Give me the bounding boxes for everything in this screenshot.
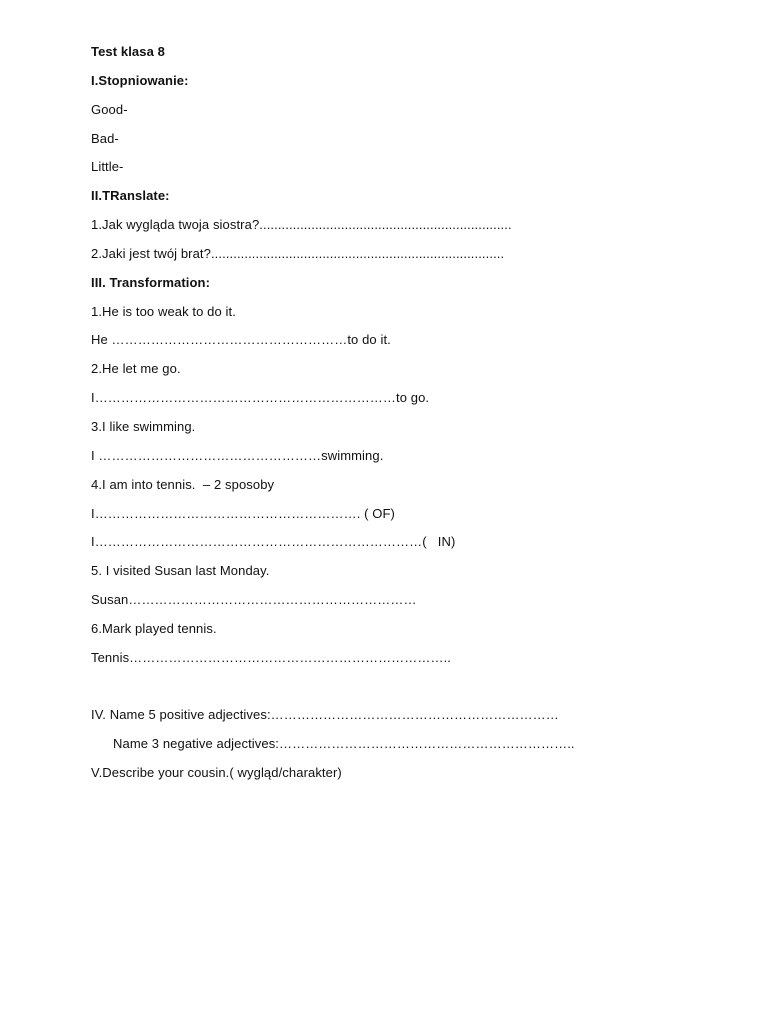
exercise-line: 6.Mark played tennis.: [91, 620, 217, 636]
exercise-line: 3.I like swimming.: [91, 418, 196, 434]
exercise-line: Bad-: [91, 130, 119, 146]
exercise-line: 5. I visited Susan last Monday.: [91, 563, 270, 579]
exercise-line: Good-: [91, 101, 128, 117]
exercise-line: IV. Name 5 positive adjectives:…………………………………………………………: [91, 707, 559, 723]
answer-line: Tennis………………………………………………………………..: [91, 649, 452, 665]
section-heading: III. Transformation:: [91, 274, 211, 290]
answer-line: I……………………………………………………. ( OF): [91, 505, 395, 521]
section-heading: I.Stopniowanie:: [91, 72, 189, 88]
exercise-line: 2.Jaki jest twój brat?...............................................................................: [91, 245, 505, 261]
exercise-line: 1.He is too weak to do it.: [91, 303, 236, 319]
exercise-line: Little-: [91, 159, 124, 175]
answer-line: I ……………………………………………swimming.: [91, 447, 384, 463]
worksheet-page: [91, 44, 711, 794]
exercise-line: 1.Jak wygląda twoja siostra?....................................................................: [91, 217, 512, 233]
exercise-line: 4.I am into tennis. – 2 sposoby: [91, 476, 275, 492]
answer-line: Susan…………………………………………………………: [91, 592, 417, 608]
exercise-line: V.Describe your cousin.( wygląd/charakter): [91, 765, 342, 781]
exercise-line: 2.He let me go.: [91, 361, 181, 377]
answer-line: He ………………………………………………to do it.: [91, 332, 391, 348]
answer-line: I…………………………………………………………………( IN): [91, 534, 456, 550]
section-heading: II.TRanslate:: [91, 188, 170, 204]
document-title: Test klasa 8: [91, 44, 165, 59]
blank-line: [91, 679, 711, 694]
answer-line: I……………………………………………………………to go.: [91, 390, 430, 406]
exercise-line: Name 3 negative adjectives:…………………………………………………………..: [113, 736, 575, 752]
